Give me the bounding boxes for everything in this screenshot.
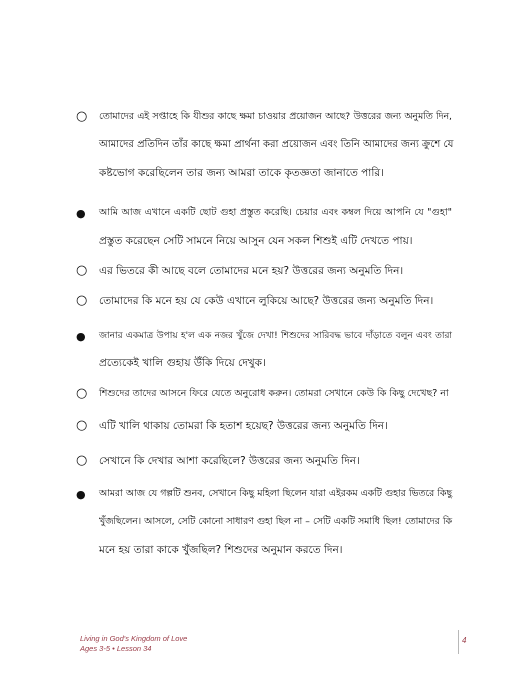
item-line: প্রত্যেকেই খালি গুহায় উঁকি দিয়ে দেখুক। <box>99 357 266 369</box>
page-footer <box>80 634 187 654</box>
footer-lesson-line <box>80 644 187 654</box>
hollow-bullet-icon: ○ <box>76 453 88 468</box>
item-line: আমরা আজ যে গল্পটি শুনব, সেখানে কিছু মহিলা ছিলেন যারা এইরকম একটি গুহার ভিতরে কিছু <box>99 488 452 499</box>
item-line: খুঁজছিলেন। আসলে, সেটি কোনো সাধারণ গুহা ছিল না – সেটি একটি সমাধি ছিল! তোমাদের কি <box>99 516 452 527</box>
footer-title: Living in God's Kingdom of Love <box>80 634 188 643</box>
item-line: এটি খালি থাকায় তোমরা কি হতাশ হয়েছ? উত্তরের জন্য অনুমতি দিন। <box>99 420 388 432</box>
filled-bullet-icon: ● <box>76 207 86 220</box>
item-line: কষ্টভোগ করেছিলেন তার জন্য আমরা তাকে কৃতজ্ঞতা জানাতে পারি। <box>99 167 384 179</box>
item-line: জানার একমাত্র উপায় হ'ল এক নজর খুঁজে দেখা! শিশুদের সারিবদ্ধ ভাবে দাঁড়াতে বলুন এবং তারা <box>99 331 452 341</box>
page-number: 4 <box>462 636 467 645</box>
footer-ages: Ages 3-5 <box>80 644 111 653</box>
item-line: প্রস্তুত করেছেন সেটি সামনে নিয়ে আসুন যেন সকল শিশুই এটি দেখতে পায়। <box>99 235 413 247</box>
hollow-bullet-icon: ○ <box>76 109 88 124</box>
item-line: শিশুদের তাদের আসনে ফিরে যেতে অনুরোধ করুন। তোমরা সেখানে কেউ কি কিছু দেখেছ? না <box>99 388 449 399</box>
filled-bullet-icon: ● <box>76 330 86 343</box>
item-line: মনে হয় তারা কাকে খুঁজছিল? শিশুদের অনুমান করতে দিন। <box>99 544 343 556</box>
hollow-bullet-icon: ○ <box>76 293 88 308</box>
item-line: সেখানে কি দেখার আশা করেছিলে? উত্তরের জন্য অনুমতি দিন। <box>99 455 360 467</box>
item-line: তোমাদের কি মনে হয় যে কেউ এখানে লুকিয়ে আছে? উত্তরের জন্য অনুমতি দিন। <box>99 295 434 307</box>
item-line: আমি আজ এখানে একটি ছোট গুহা প্রস্তুত করেছি। চেয়ার এবং কম্বল দিয়ে আপনি যে "গুহা" <box>99 207 452 218</box>
bullet-separator-icon: • <box>112 644 115 653</box>
footer-divider <box>458 630 459 654</box>
item-line: আমাদের প্রতিদিন তাঁর কাছে ক্ষমা প্রার্থনা করা প্রয়োজন এবং তিনি আমাদের জন্য ক্রুশে যে <box>99 139 454 150</box>
item-line: এর ভিতরে কী আছে বলে তোমাদের মনে হয়? উত্তরের জন্য অনুমতি দিন। <box>99 265 404 277</box>
filled-bullet-icon: ● <box>76 488 86 501</box>
hollow-bullet-icon: ○ <box>76 418 88 433</box>
footer-lesson: Lesson 34 <box>116 644 152 653</box>
hollow-bullet-icon: ○ <box>76 263 88 278</box>
item-line: তোমাদের এই সপ্তাহে কি যীশুর কাছে ক্ষমা চাওয়ার প্রয়োজন আছে? উত্তরের জন্য অনুমতি দিন, <box>99 111 452 122</box>
hollow-bullet-icon: ○ <box>76 386 88 401</box>
